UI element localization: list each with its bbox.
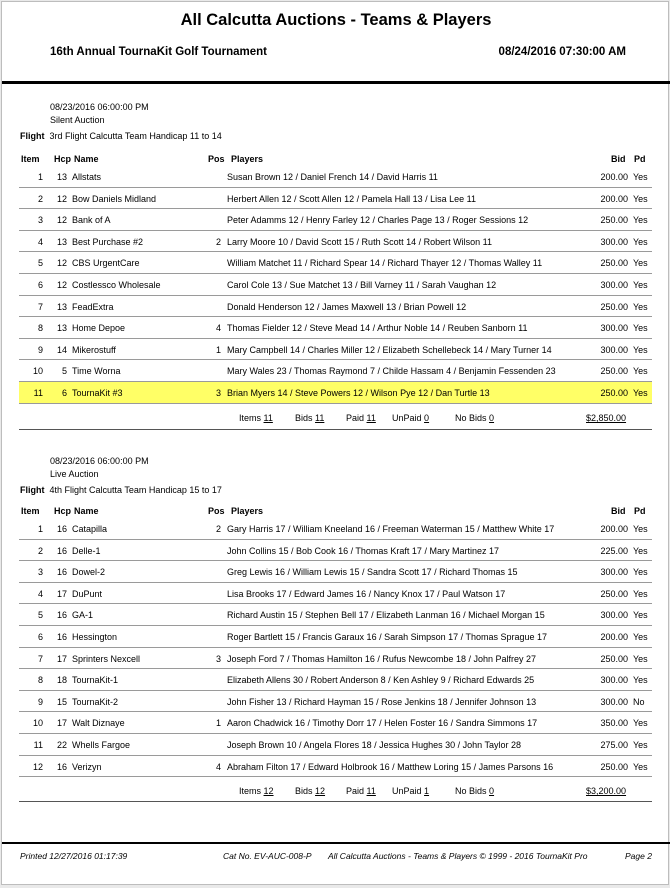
table-row xyxy=(19,518,652,540)
footer-printed: Printed 12/27/2016 01:17:39 xyxy=(20,851,128,861)
item-number: 1 xyxy=(37,524,43,534)
section-totals xyxy=(2,786,670,800)
paid-status: Yes xyxy=(633,524,648,534)
totals-bids: Bids 12 xyxy=(295,786,326,796)
bid-amount: 200.00 xyxy=(600,172,628,182)
section-auction-type: Silent Auction xyxy=(50,115,105,125)
table-row xyxy=(19,540,652,562)
paid-status: Yes xyxy=(633,545,648,556)
table-row xyxy=(19,583,652,605)
bid-amount: 250.00 xyxy=(600,258,628,269)
finish-position: 4 xyxy=(215,761,221,772)
bid-amount: 250.00 xyxy=(600,301,628,312)
col-pd: Pd xyxy=(634,506,646,516)
section-datetime: 08/23/2016 06:00:00 PM xyxy=(50,102,149,112)
col-pos: Pos xyxy=(208,154,225,164)
item-number: 3 xyxy=(37,567,43,578)
team-handicap: 16 xyxy=(56,524,67,534)
team-name: Delle-1 xyxy=(72,545,101,556)
paid-status: Yes xyxy=(633,761,648,772)
item-number: 12 xyxy=(32,761,43,772)
footer-copyright: All Calcutta Auctions - Teams & Players © 1999 - 2016 TournaKit Pro xyxy=(328,851,588,861)
paid-status: Yes xyxy=(633,193,648,204)
team-name: FeadExtra xyxy=(72,301,114,312)
col-hcp: Hcp xyxy=(54,154,72,164)
bid-amount: 250.00 xyxy=(600,366,628,377)
team-players: Susan Brown 12 / Daniel French 14 / David Harris 11 xyxy=(227,172,438,182)
flight-label: Flight xyxy=(20,485,45,495)
team-handicap: 22 xyxy=(56,739,67,750)
bid-amount: 200.00 xyxy=(600,524,628,534)
team-handicap: 17 xyxy=(56,653,67,664)
team-handicap: 17 xyxy=(56,588,67,599)
col-item: Item xyxy=(21,506,40,516)
bid-amount: 225.00 xyxy=(600,545,628,556)
report-page xyxy=(1,1,669,885)
report-title: All Calcutta Auctions - Teams & Players xyxy=(180,11,492,29)
bid-amount: 300.00 xyxy=(600,279,628,290)
paid-status: Yes xyxy=(633,631,648,642)
table-row xyxy=(19,604,652,626)
team-players: William Matchet 11 / Richard Spear 14 / Richard Thayer 12 / Thomas Walley 11 xyxy=(227,258,543,269)
paid-status: Yes xyxy=(633,387,648,398)
tournament-date: 08/24/2016 07:30:00 AM xyxy=(498,46,626,58)
bid-amount: 300.00 xyxy=(600,323,628,334)
team-players: John Fisher 13 / Richard Hayman 15 / Rose Jenkins 18 / Jennifer Johnson 13 xyxy=(227,696,537,707)
team-name: Verizyn xyxy=(72,761,102,772)
paid-status: Yes xyxy=(633,236,648,247)
team-table xyxy=(19,518,652,777)
team-handicap: 17 xyxy=(56,718,67,729)
bid-amount: 200.00 xyxy=(600,193,628,204)
bid-amount: 300.00 xyxy=(600,696,628,707)
col-item: Item xyxy=(21,154,40,164)
totals-amount: $3,200.00 xyxy=(586,786,627,796)
finish-position: 2 xyxy=(215,524,221,534)
bid-amount: 300.00 xyxy=(600,610,628,621)
footer-catno: Cat No. EV-AUC-008-P xyxy=(223,851,312,861)
team-name: Sprinters Nexcell xyxy=(72,653,141,664)
team-name: Mikerostuff xyxy=(72,344,116,355)
table-row xyxy=(19,626,652,648)
item-number: 8 xyxy=(37,675,43,686)
team-handicap: 13 xyxy=(56,172,67,182)
bid-amount: 250.00 xyxy=(600,588,628,599)
team-name: TournaKit-2 xyxy=(72,696,119,707)
totals-paid: Paid 11 xyxy=(346,413,376,423)
col-pd: Pd xyxy=(634,154,646,164)
col-bid: Bid xyxy=(611,506,626,516)
item-number: 10 xyxy=(32,718,43,729)
team-players: Carol Cole 13 / Sue Matchet 13 / Bill Varney 11 / Sarah Vaughan 12 xyxy=(227,279,497,290)
paid-status: Yes xyxy=(633,567,648,578)
team-name: Whells Fargoe xyxy=(72,739,131,750)
section-auction-type: Live Auction xyxy=(50,469,99,479)
flight-name: 4th Flight Calcutta Team Handicap 15 to 17 xyxy=(49,485,222,495)
tournament-name: 16th Annual TournaKit Golf Tournament xyxy=(50,46,268,58)
totals-divider xyxy=(19,801,652,802)
team-handicap: 18 xyxy=(56,675,67,686)
bid-amount: 200.00 xyxy=(600,631,628,642)
bid-amount: 275.00 xyxy=(600,739,628,750)
paid-status: Yes xyxy=(633,610,648,621)
bid-amount: 300.00 xyxy=(600,344,628,355)
table-row xyxy=(19,561,652,583)
finish-position: 4 xyxy=(215,323,221,334)
team-handicap: 16 xyxy=(56,610,67,621)
team-players: Gary Harris 17 / William Kneeland 16 / Freeman Waterman 15 / Matthew White 17 xyxy=(227,524,555,534)
team-handicap: 12 xyxy=(56,215,67,226)
flight-name: 3rd Flight Calcutta Team Handicap 11 to 14 xyxy=(49,131,222,141)
team-handicap: 12 xyxy=(56,193,67,204)
team-handicap: 12 xyxy=(56,279,67,290)
item-number: 7 xyxy=(37,653,43,664)
team-handicap: 5 xyxy=(61,366,67,377)
section-datetime: 08/23/2016 06:00:00 PM xyxy=(50,456,149,466)
team-players: Abraham Filton 17 / Edward Holbrook 16 / Matthew Loring 15 / James Parsons 16 xyxy=(227,761,554,772)
col-name: Name xyxy=(74,154,99,164)
flight-label: Flight xyxy=(20,131,45,141)
team-name: TournaKit #3 xyxy=(72,387,123,398)
team-players: John Collins 15 / Bob Cook 16 / Thomas Kraft 17 / Mary Martinez 17 xyxy=(227,545,499,556)
paid-status: Yes xyxy=(633,215,648,226)
item-number: 4 xyxy=(37,236,43,247)
item-number: 2 xyxy=(37,545,43,556)
table-row xyxy=(19,756,652,778)
team-name: Home Depoe xyxy=(72,323,126,334)
finish-position: 3 xyxy=(215,387,221,398)
team-handicap: 13 xyxy=(56,323,67,334)
table-row xyxy=(19,648,652,670)
totals-items: Items 12 xyxy=(239,786,274,796)
team-players: Elizabeth Allens 30 / Robert Anderson 8 / Ken Ashley 9 / Richard Edwards 25 xyxy=(227,675,535,686)
totals-amount: $2,850.00 xyxy=(586,413,627,423)
finish-position: 2 xyxy=(215,236,221,247)
team-handicap: 16 xyxy=(56,545,67,556)
paid-status: Yes xyxy=(633,588,648,599)
team-players: Mary Campbell 14 / Charles Miller 12 / Elizabeth Schellebeck 14 / Mary Turner 14 xyxy=(227,344,552,355)
totals-paid: Paid 11 xyxy=(346,786,376,796)
team-players: Joseph Ford 7 / Thomas Hamilton 16 / Rufus Newcombe 18 / John Palfrey 27 xyxy=(227,653,536,664)
section-live-auction xyxy=(2,2,670,888)
bid-amount: 250.00 xyxy=(600,653,628,664)
totals-unpaid: UnPaid 1 xyxy=(392,786,430,796)
team-players: Mary Wales 23 / Thomas Raymond 7 / Childe Hassam 4 / Benjamin Fessenden 23 xyxy=(227,366,556,377)
paid-status: Yes xyxy=(633,172,648,182)
item-number: 5 xyxy=(37,258,43,269)
totals-items: Items 11 xyxy=(239,413,273,423)
team-players: Herbert Allen 12 / Scott Allen 12 / Pamela Hall 13 / Lisa Lee 11 xyxy=(227,193,476,204)
team-name: TournaKit-1 xyxy=(72,675,119,686)
col-name: Name xyxy=(74,506,99,516)
item-number: 9 xyxy=(37,696,43,707)
bid-amount: 250.00 xyxy=(600,761,628,772)
paid-status: Yes xyxy=(633,739,648,750)
table-row xyxy=(19,691,652,713)
bid-amount: 300.00 xyxy=(600,675,628,686)
paid-status: Yes xyxy=(633,653,648,664)
team-players: Larry Moore 10 / David Scott 15 / Ruth Scott 14 / Robert Wilson 11 xyxy=(227,236,492,247)
team-players: Richard Austin 15 / Stephen Bell 17 / Elizabeth Lanman 16 / Michael Morgan 15 xyxy=(227,610,545,621)
team-players: Joseph Brown 10 / Angela Flores 18 / Jessica Hughes 30 / John Taylor 28 xyxy=(227,739,522,750)
paid-status: Yes xyxy=(633,279,648,290)
totals-unpaid: UnPaid 0 xyxy=(392,413,430,423)
table-row xyxy=(19,669,652,691)
team-players: Donald Henderson 12 / James Maxwell 13 / Brian Powell 12 xyxy=(227,301,467,312)
team-name: Bow Daniels Midland xyxy=(72,193,157,204)
item-number: 11 xyxy=(33,739,43,750)
team-handicap: 15 xyxy=(56,696,67,707)
team-name: Bank of A xyxy=(72,215,111,226)
team-players: Roger Bartlett 15 / Francis Garaux 16 / Sarah Simpson 17 / Thomas Sprague 17 xyxy=(227,631,548,642)
paid-status: No xyxy=(633,696,645,707)
table-row xyxy=(19,734,652,756)
col-players: Players xyxy=(231,506,264,516)
team-handicap: 13 xyxy=(56,236,67,247)
item-number: 4 xyxy=(37,588,43,599)
item-number: 3 xyxy=(37,215,43,226)
item-number: 6 xyxy=(37,279,43,290)
totals-bids: Bids 11 xyxy=(295,413,325,423)
item-number: 5 xyxy=(37,610,43,621)
team-name: GA-1 xyxy=(72,610,94,621)
team-name: Catapilla xyxy=(72,524,108,534)
item-number: 1 xyxy=(37,172,43,182)
item-number: 11 xyxy=(33,387,43,398)
bid-amount: 250.00 xyxy=(600,215,628,226)
col-hcp: Hcp xyxy=(54,506,72,516)
paid-status: Yes xyxy=(633,301,648,312)
team-handicap: 12 xyxy=(56,258,67,269)
col-bid: Bid xyxy=(611,154,626,164)
finish-position: 1 xyxy=(215,344,221,355)
bid-amount: 250.00 xyxy=(600,387,628,398)
item-number: 6 xyxy=(37,631,43,642)
finish-position: 1 xyxy=(215,718,221,729)
item-number: 2 xyxy=(37,193,43,204)
paid-status: Yes xyxy=(633,258,648,269)
team-handicap: 16 xyxy=(56,761,67,772)
team-handicap: 6 xyxy=(61,387,67,398)
team-handicap: 16 xyxy=(56,631,67,642)
flight-line xyxy=(20,485,222,495)
col-pos: Pos xyxy=(208,506,225,516)
paid-status: Yes xyxy=(633,323,648,334)
bid-amount: 350.00 xyxy=(600,718,628,729)
paid-status: Yes xyxy=(633,344,648,355)
team-name: CBS UrgentCare xyxy=(72,258,140,269)
finish-position: 3 xyxy=(215,653,221,664)
team-name: Walt Diznaye xyxy=(72,718,125,729)
footer-page: Page 2 xyxy=(625,851,652,861)
table-row xyxy=(19,712,652,734)
team-handicap: 13 xyxy=(56,301,67,312)
col-players: Players xyxy=(231,154,264,164)
item-number: 7 xyxy=(37,301,43,312)
paid-status: Yes xyxy=(633,366,648,377)
team-name: Allstats xyxy=(72,172,102,182)
item-number: 10 xyxy=(32,366,43,377)
team-players: Lisa Brooks 17 / Edward James 16 / Nancy Knox 17 / Paul Watson 17 xyxy=(227,588,506,599)
team-name: Costlessco Wholesale xyxy=(72,279,161,290)
team-name: Dowel-2 xyxy=(72,567,106,578)
totals-nobids: No Bids 0 xyxy=(455,413,495,423)
team-handicap: 16 xyxy=(56,567,67,578)
team-players: Aaron Chadwick 16 / Timothy Dorr 17 / Helen Foster 16 / Sandra Simmons 17 xyxy=(227,718,538,729)
team-handicap: 14 xyxy=(56,344,67,355)
paid-status: Yes xyxy=(633,675,648,686)
team-players: Peter Adamms 12 / Henry Farley 12 / Charles Page 13 / Roger Sessions 12 xyxy=(227,215,529,226)
team-players: Greg Lewis 16 / William Lewis 15 / Sandra Scott 17 / Richard Thomas 15 xyxy=(227,567,518,578)
team-name: Time Worna xyxy=(72,366,121,377)
column-header xyxy=(2,506,670,518)
team-players: Thomas Fielder 12 / Steve Mead 14 / Arthur Noble 14 / Reuben Sanborn 11 xyxy=(227,323,528,334)
bid-amount: 300.00 xyxy=(600,567,628,578)
totals-nobids: No Bids 0 xyxy=(455,786,495,796)
footer-divider xyxy=(2,842,670,844)
paid-status: Yes xyxy=(633,718,648,729)
team-name: Best Purchase #2 xyxy=(72,236,144,247)
item-number: 9 xyxy=(37,344,43,355)
team-name: Hessington xyxy=(72,631,118,642)
item-number: 8 xyxy=(37,323,43,334)
team-name: DuPunt xyxy=(72,588,103,599)
team-players: Brian Myers 14 / Steve Powers 12 / Wilson Pye 12 / Dan Turtle 13 xyxy=(227,387,490,398)
bid-amount: 300.00 xyxy=(600,236,628,247)
